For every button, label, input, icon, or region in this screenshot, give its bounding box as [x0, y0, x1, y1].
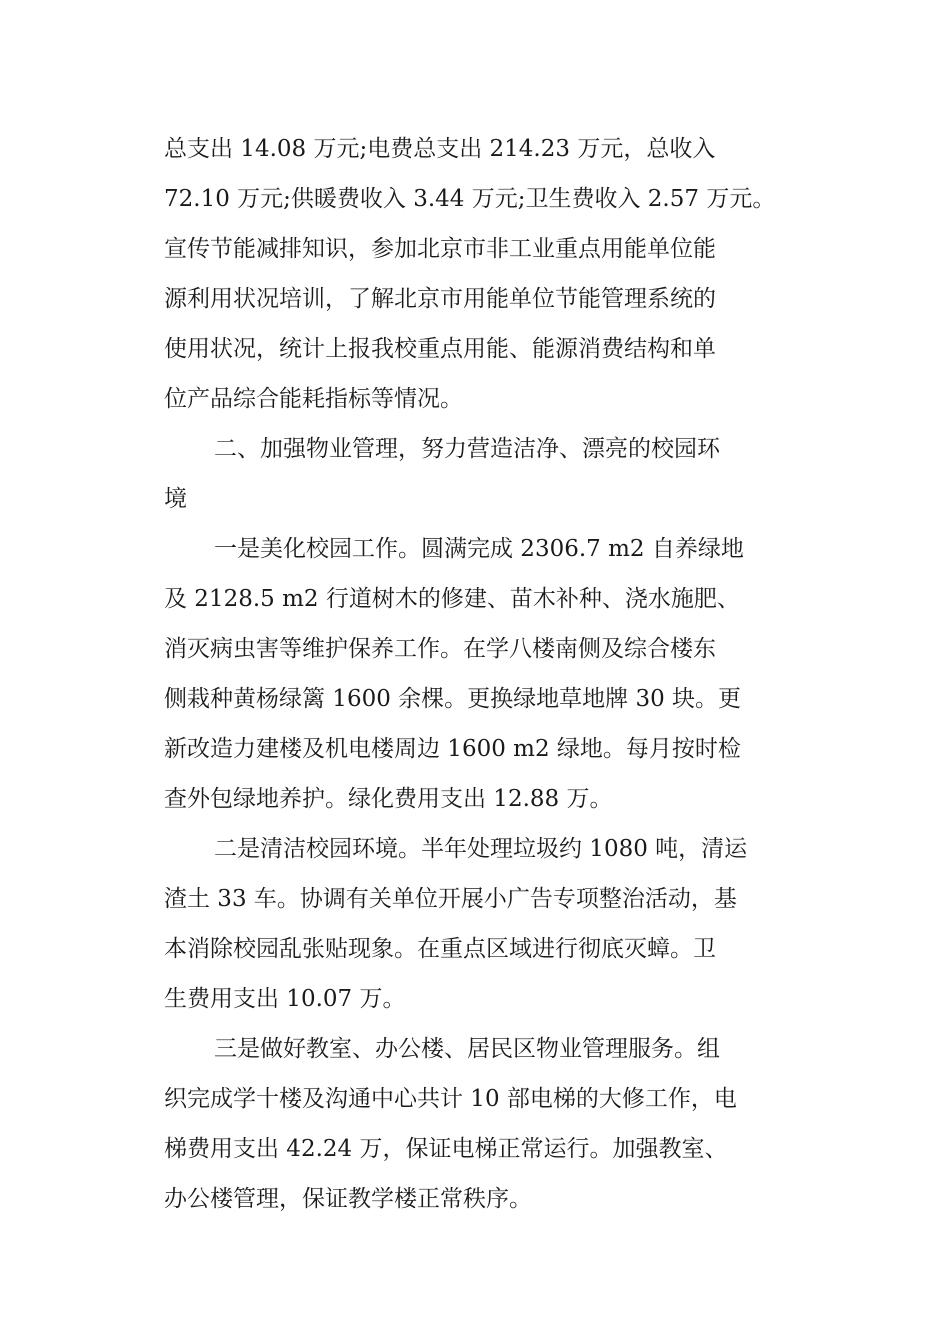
text-line: 织完成学十楼及沟通中心共计 10 部电梯的大修工作，电 [164, 1086, 737, 1112]
text-line: 宣传节能减排知识，参加北京市非工业重点用能单位能 [164, 236, 716, 262]
text-line: 源利用状况培训，了解北京市用能单位节能管理系统的 [164, 286, 716, 312]
text-line: 渣土 33 车。协调有关单位开展小广告专项整治活动，基 [164, 886, 737, 912]
text-line: 72.10 万元;供暖费收入 3.44 万元;卫生费收入 2.57 万元。 [164, 186, 776, 212]
text-line: 二是清洁校园环境。半年处理垃圾约 1080 吨，清运 [214, 836, 748, 862]
text-line: 总支出 14.08 万元;电费总支出 214.23 万元，总收入 [164, 136, 716, 162]
section-heading-line: 二、加强物业管理，努力营造洁净、漂亮的校园环 [214, 436, 720, 462]
text-line: 新改造力建楼及机电楼周边 1600 m2 绿地。每月按时检 [164, 736, 741, 762]
text-line: 本消除校园乱张贴现象。在重点区域进行彻底灭蟑。卫 [164, 936, 716, 962]
text-line: 一是美化校园工作。圆满完成 2306.7 m2 自养绿地 [214, 536, 744, 562]
text-line: 三是做好教室、办公楼、居民区物业管理服务。组 [214, 1036, 720, 1062]
text-line: 梯费用支出 42.24 万，保证电梯正常运行。加强教室、 [164, 1136, 728, 1162]
text-line: 侧栽种黄杨绿篱 1600 余棵。更换绿地草地牌 30 块。更 [164, 686, 742, 712]
text-line: 位产品综合能耗指标等情况。 [164, 386, 463, 412]
section-heading-line: 境 [164, 486, 187, 512]
text-line: 生费用支出 10.07 万。 [164, 986, 406, 1012]
text-line: 及 2128.5 m2 行道树木的修建、苗木补种、浇水施肥、 [164, 586, 740, 612]
text-line: 消灭病虫害等维护保养工作。在学八楼南侧及综合楼东 [164, 636, 716, 662]
document-body [164, 124, 824, 1224]
text-line: 办公楼管理，保证教学楼正常秩序。 [164, 1186, 532, 1212]
text-line: 使用状况，统计上报我校重点用能、能源消费结构和单 [164, 336, 716, 362]
text-line: 查外包绿地养护。绿化费用支出 12.88 万。 [164, 786, 613, 812]
